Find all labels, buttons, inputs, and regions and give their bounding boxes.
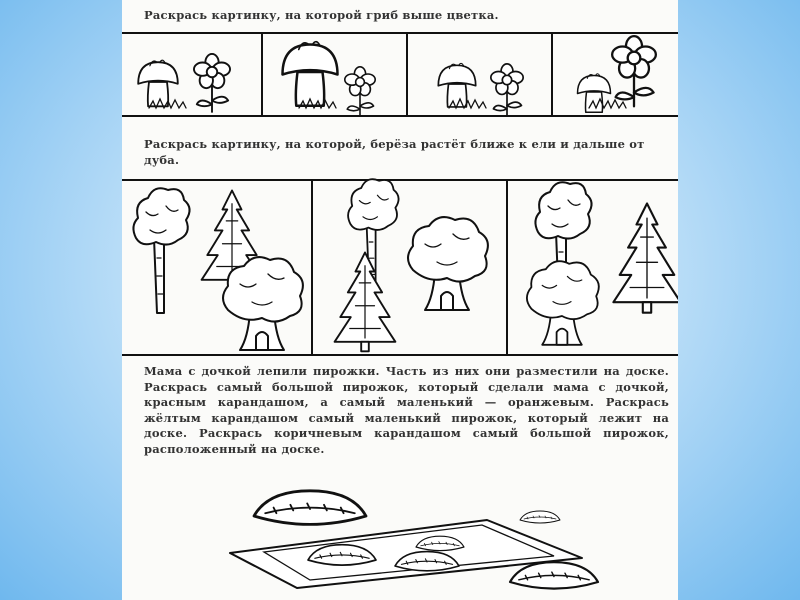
option-1-3-picture[interactable] — [438, 63, 523, 115]
task-1-image-row — [122, 33, 678, 116]
pie-off-board-medium[interactable] — [510, 562, 598, 588]
pie-off-board-small[interactable] — [520, 511, 560, 523]
option-1-1-picture[interactable] — [138, 54, 230, 112]
worksheet-page — [122, 0, 678, 600]
option-2-3-picture[interactable] — [527, 182, 678, 345]
task-3-board-scene — [230, 491, 598, 589]
option-2-1-picture[interactable] — [133, 188, 302, 350]
task-1-instruction: Раскрась картинку, на которой гриб выше цветка. — [144, 8, 499, 22]
task-2-instruction: Раскрась картинку, на которой, берёза растёт ближе к ели и дальше от дуба. — [144, 137, 645, 167]
option-1-2-picture[interactable] — [283, 42, 376, 116]
option-1-4-picture[interactable] — [578, 36, 656, 112]
option-2-2-picture[interactable] — [335, 179, 488, 351]
task-2-image-row — [122, 179, 678, 355]
task-3-instruction: Мама с дочкой лепили пирожки. Часть из них они разместили на доске. Раскрась самый большой пирожок, который сделали мама с дочкой, красным карандашом, а самый маленький — оранжевым. Раскрась жёлтым карандашом самый маленький пирожок, который лежит на доске. Раскрась коричневым карандашом самый большой пирожок, расположенный на доске. — [144, 364, 669, 456]
worksheet-illustrations — [122, 0, 678, 600]
pie-off-board-large[interactable] — [254, 491, 366, 525]
